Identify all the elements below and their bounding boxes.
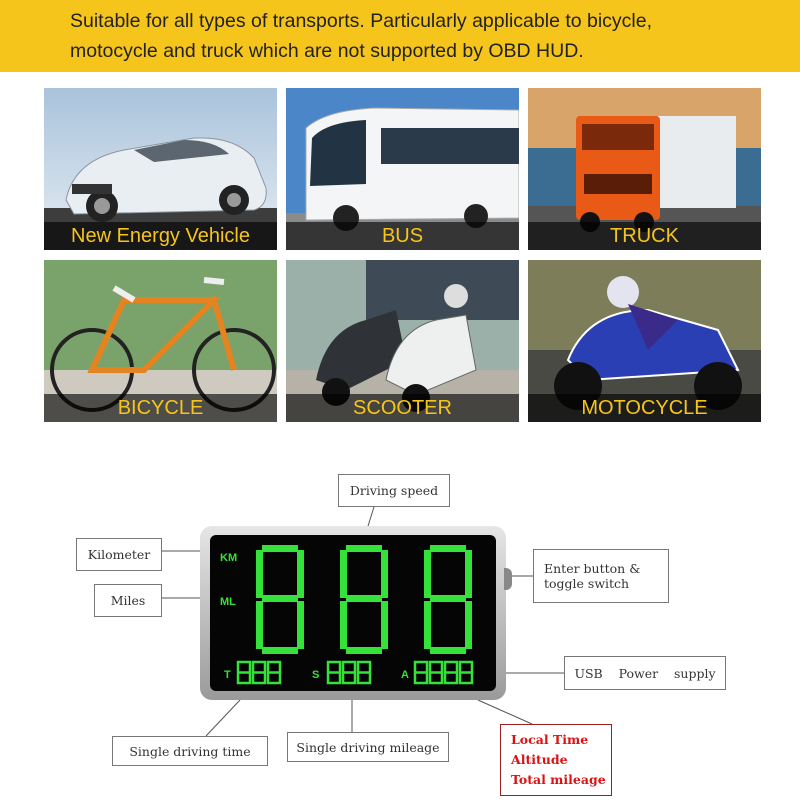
big-digit xyxy=(256,545,304,654)
digit-display xyxy=(210,535,496,691)
vehicle-label: New Energy Vehicle xyxy=(44,222,277,250)
hud-screen xyxy=(210,535,496,691)
callout-red-group xyxy=(500,724,612,796)
callout-enter-line-1: Enter button & xyxy=(544,561,641,576)
callout-altitude: Altitude xyxy=(511,752,568,767)
callout-kilometer: Kilometer xyxy=(76,538,162,571)
vehicle-label: BICYCLE xyxy=(44,394,277,422)
vehicle-label: TRUCK xyxy=(528,222,761,250)
callout-local-time: Local Time xyxy=(511,732,589,747)
km-indicator: KM xyxy=(220,552,238,564)
a-indicator: A xyxy=(401,669,409,681)
big-digit xyxy=(340,545,388,654)
callout-total-mileage: Total mileage xyxy=(511,772,606,787)
hud-device xyxy=(200,526,506,700)
banner-line-1: Suitable for all types of transports. Particularly applicable to bicycle, xyxy=(70,10,653,32)
enter-button[interactable] xyxy=(504,568,512,590)
callout-single-driving-time: Single driving time xyxy=(112,736,268,766)
banner-line-2: motocycle and truck which are not supported by OBD HUD. xyxy=(70,40,584,62)
vehicle-label: MOTOCYCLE xyxy=(528,394,761,422)
vehicle-label: SCOOTER xyxy=(286,394,519,422)
callout-enter-line-2: toggle switch xyxy=(544,576,630,591)
callout-enter-button xyxy=(533,549,669,603)
callout-usb-power: USB Power supply xyxy=(564,656,726,690)
s-indicator: S xyxy=(312,669,320,681)
callout-miles: Miles xyxy=(94,584,162,617)
t-indicator: T xyxy=(224,669,231,681)
ml-indicator: ML xyxy=(220,596,236,608)
big-digit xyxy=(424,545,472,654)
vehicle-label: BUS xyxy=(286,222,519,250)
callout-driving-speed: Driving speed xyxy=(338,474,450,507)
callout-single-driving-mileage: Single driving mileage xyxy=(287,732,449,762)
